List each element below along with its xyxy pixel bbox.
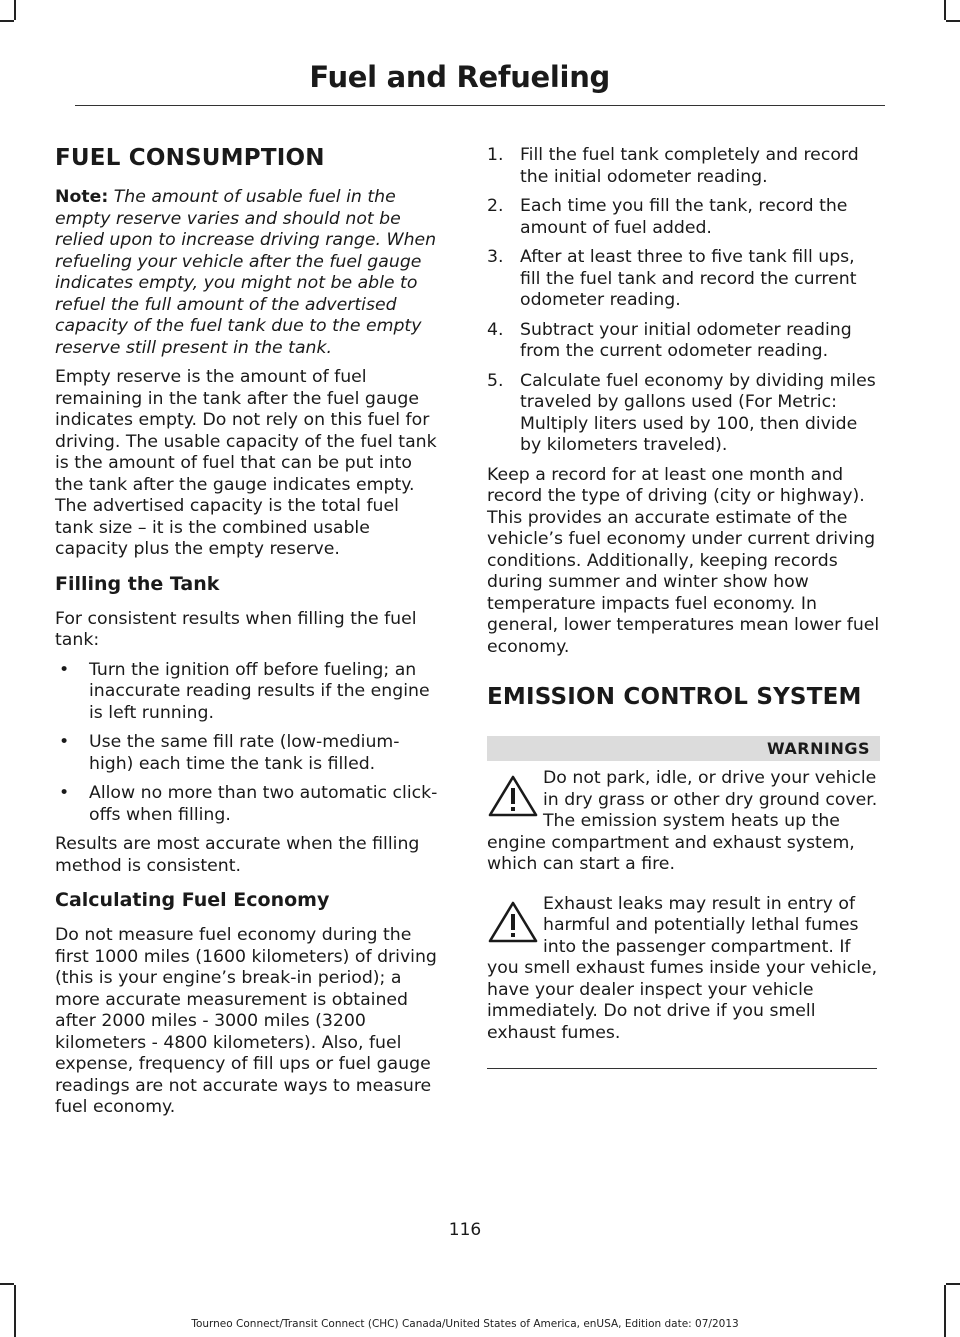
step-text: Fill the fuel tank completely and record the initial odometer reading. <box>520 145 859 187</box>
crop-mark <box>14 0 16 20</box>
crop-mark <box>944 0 946 20</box>
note-text: The amount of usable fuel in the empty reserve varies and should not be relied upon to increase driving range. When refueling your vehicle after the fuel gauge indicates empty, you might not be able to refuel the full amount of the advertised capacity of the fuel tank due to the empty reserve still present in the tank. <box>55 187 437 358</box>
warning-text: Do not park, idle, or drive your vehicle in dry grass or other dry ground cover. The emission system heats up the engine compartment and exhaust system, which can start a fire. <box>487 768 878 874</box>
list-item <box>487 320 880 363</box>
warning-block <box>487 894 880 1053</box>
filling-outro: Results are most accurate when the filling method is consistent. <box>55 834 420 876</box>
warning-text: Exhaust leaks may result in entry of harmful and potentially lethal fumes into the passenger compartment. If you smell exhaust fumes inside your vehicle, have your dealer inspect your vehicle immediately. Do not drive if you smell exhaust fumes. <box>487 893 878 1043</box>
crop-mark <box>944 1285 946 1337</box>
list-item: • Use the same fill rate (low-medium-high) each time the tank is filled. <box>55 732 441 775</box>
header-divider <box>75 105 885 106</box>
list-item <box>487 247 880 312</box>
right-column <box>487 145 880 1069</box>
calculating-paragraph: Do not measure fuel economy during the first 1000 miles (1600 kilometers) of driving (this is your engine’s break-in period); a more accurate measurement is obtained after 2000 miles - 3000 miles (3200 kilometers - 4800 kilometers). Also, fuel expense, frequency of fill ups or fuel gauge readings are not accurate ways to measure fuel economy. <box>55 925 437 1117</box>
step-number: 2. <box>487 196 504 216</box>
left-column <box>55 145 441 1127</box>
steps-list <box>487 145 880 457</box>
crop-mark <box>946 20 960 22</box>
step-number: 4. <box>487 319 504 340</box>
emission-heading: EMISSION CONTROL SYSTEM <box>487 684 862 710</box>
filling-tank-heading: Filling the Tank <box>55 572 220 595</box>
calculating-heading: Calculating Fuel Economy <box>55 889 330 911</box>
crop-mark <box>0 1283 14 1285</box>
warnings-banner: WARNINGS <box>487 736 880 761</box>
warnings-divider <box>487 1068 877 1069</box>
page-header-title: Fuel and Refueling <box>309 60 610 94</box>
page-footer: Tourneo Connect/Transit Connect (CHC) Canada/United States of America, enUSA, Edition date: 07/2013 <box>191 1318 739 1330</box>
filling-bullet-list <box>55 660 441 827</box>
record-paragraph: Keep a record for at least one month and record the type of driving (city or highway). This provides an accurate estimate of the vehicle’s fuel economy under current driving conditions. Additionally, keeping records during summer and winter show how temperature impacts fuel economy. In general, lower temperatures mean lower fuel economy. <box>487 464 880 657</box>
warning-triangle-icon <box>487 774 539 818</box>
step-text: Subtract your initial odometer reading from the current odometer reading. <box>520 319 852 361</box>
list-item: • Turn the ignition off before fueling; an inaccurate reading results if the engine is left running. <box>55 660 441 725</box>
list-item <box>487 196 880 239</box>
list-item: • Allow no more than two automatic click-offs when filling. <box>55 783 441 826</box>
fuel-consumption-heading: FUEL CONSUMPTION <box>55 145 325 171</box>
step-number: 3. <box>487 247 504 267</box>
warning-triangle-icon <box>487 900 539 944</box>
list-item <box>487 145 880 188</box>
page-number: 116 <box>448 1220 482 1240</box>
crop-mark <box>946 1283 960 1285</box>
step-number: 5. <box>487 370 504 391</box>
note-paragraph <box>55 187 441 359</box>
warning-block <box>487 768 880 884</box>
list-item <box>487 371 880 457</box>
note-label: Note: <box>55 187 109 207</box>
empty-reserve-paragraph: Empty reserve is the amount of fuel remaining in the tank after the fuel gauge indicates empty. Do not rely on this fuel for driving. The usable capacity of the fuel tank is the amount of fuel that can be put into the tank after the gauge indicates empty. The advertised capacity is the total fuel tank size – it is the combined usable capacity plus the empty reserve. <box>55 367 437 559</box>
step-text: Calculate fuel economy by dividing miles traveled by gallons used (For Metric: Multiply liters used by 100, then divide by kilometers traveled). <box>520 370 876 455</box>
step-number: 1. <box>487 145 504 165</box>
step-text: After at least three to five tank fill ups, fill the fuel tank and record the current odometer reading. <box>520 247 857 310</box>
filling-intro: For consistent results when filling the fuel tank: <box>55 608 417 650</box>
step-text: Each time you fill the tank, record the amount of fuel added. <box>520 196 848 238</box>
crop-mark <box>0 20 14 22</box>
